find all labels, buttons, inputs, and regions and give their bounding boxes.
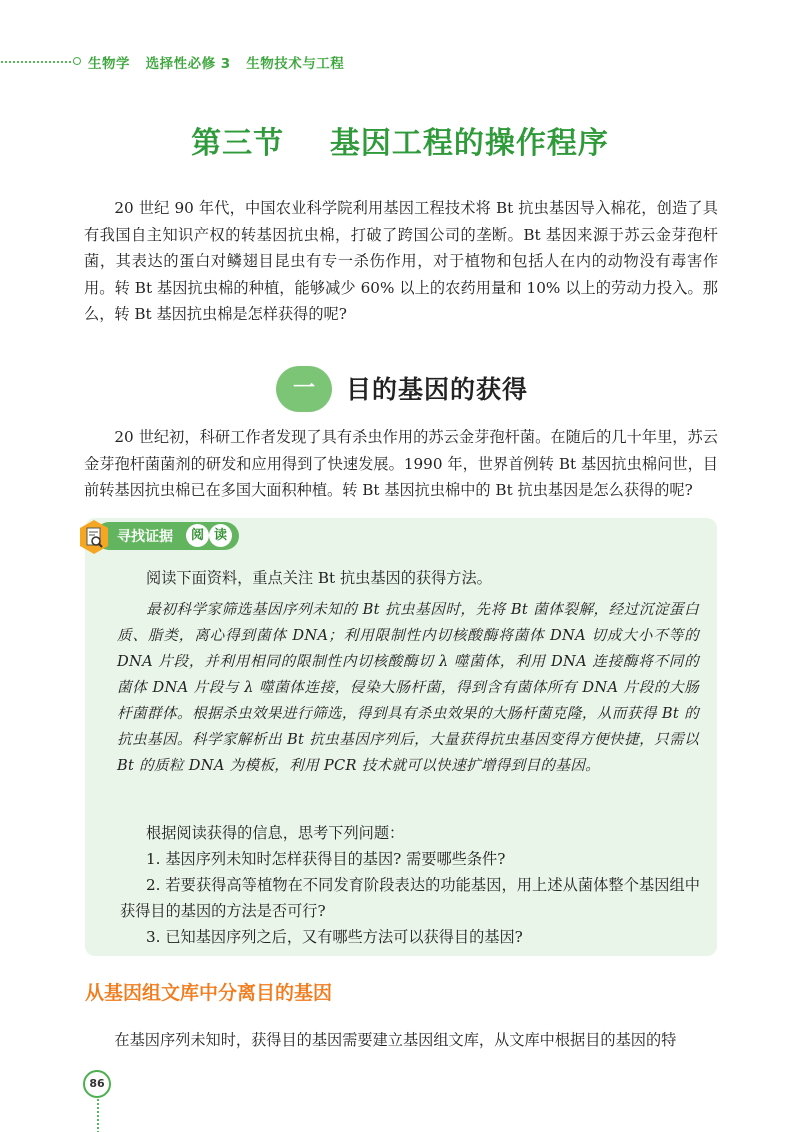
question-item: 3. 已知基因序列之后，又有哪些方法可以获得目的基因? bbox=[146, 928, 523, 946]
section-title: 目的基因的获得 bbox=[346, 375, 529, 404]
intro-paragraph: 20 世纪 90 年代，中国农业科学院利用基因工程技术将 Bt 抗虫基因导入棉花，创造了具有我国自主知识产权的转基因抗虫棉，打破了跨国公司的垄断。Bt 基因来源于苏云金芽孢杆菌，其表达的蛋白对鳞翅目昆虫有专一杀伤作用，对于植物和包括人在内的动物没有毒害作用。转 Bt 基因抗虫棉的种植，能够减少 60% 以上的农药用量和 10% 以上的劳动力投入。那么，转 Bt 基因抗虫棉是怎样获得的呢? bbox=[84, 199, 718, 323]
reading-box-intro: 阅读下面资料，重点关注 Bt 抗虫基因的获得方法。 bbox=[146, 569, 492, 587]
reading-box-tab-char: 阅 bbox=[186, 524, 209, 547]
final-paragraph: 在基因序列未知时，获得目的基因需要建立基因组文库，从文库中根据目的基因的特 bbox=[114, 1031, 677, 1049]
search-document-icon bbox=[78, 519, 110, 555]
page-number-dotted-line bbox=[97, 1098, 99, 1132]
subheading: 从基因组文库中分离目的基因 bbox=[85, 982, 333, 1004]
section-number: 一 bbox=[292, 376, 315, 401]
question-item: 1. 基因序列未知时怎样获得目的基因? 需要哪些条件? bbox=[146, 850, 506, 868]
page-number: 86 bbox=[89, 1077, 105, 1090]
running-header: 生物学 选择性必修 3 生物技术与工程 bbox=[88, 56, 345, 72]
header-circle-icon bbox=[73, 57, 81, 65]
section-paragraph: 20 世纪初，科研工作者发现了具有杀虫作用的苏云金芽孢杆菌。在随后的几十年里，苏云金芽孢杆菌菌剂的研发和应用得到了快速发展。1990 年，世界首例转 Bt 基因抗虫棉问世，目前转基因抗虫棉已在多国大面积种植。转 Bt 基因抗虫棉中的 Bt 抗虫基因是怎么获得的呢? bbox=[84, 428, 718, 499]
reading-box-tab-char: 读 bbox=[209, 524, 232, 547]
reading-box-body: 最初科学家筛选基因序列未知的 Bt 抗虫基因时，先将 Bt 菌体裂解，经过沉淀蛋白质、脂类，离心得到菌体 DNA；利用限制性内切核酸酶将菌体 DNA 切成大小不等的 DNA 片段，并利用相同的限制性内切核酸酶切 λ 噬菌体，利用 DNA 连接酶将不同的菌体 DNA 片段与 λ 噬菌体连接，侵染大肠杆菌，得到含有菌体所有 DNA 片段的大肠杆菌群体。根据杀虫效果进行筛选，得到具有杀虫效果的大肠杆菌克隆，从而获得 Bt 的抗虫基因。科学家解析出 Bt 抗虫基因序列后，大量获得抗虫基因变得方便快捷，只需以 Bt 的质粒 DNA 为模板，利用 PCR 技术就可以快速扩增得到目的基因。 bbox=[117, 601, 699, 774]
reading-box-tab-label: 寻找证据 bbox=[117, 529, 173, 545]
question-item: 2. 若要获得高等植物在不同发育阶段表达的功能基因，用上述从菌体整个基因组中获得目的基因的方法是否可行? bbox=[120, 876, 700, 920]
chapter-title: 第三节 基因工程的操作程序 bbox=[191, 126, 609, 161]
header-dotted-line bbox=[0, 61, 74, 63]
question-lead: 根据阅读获得的信息，思考下列问题： bbox=[146, 824, 405, 842]
